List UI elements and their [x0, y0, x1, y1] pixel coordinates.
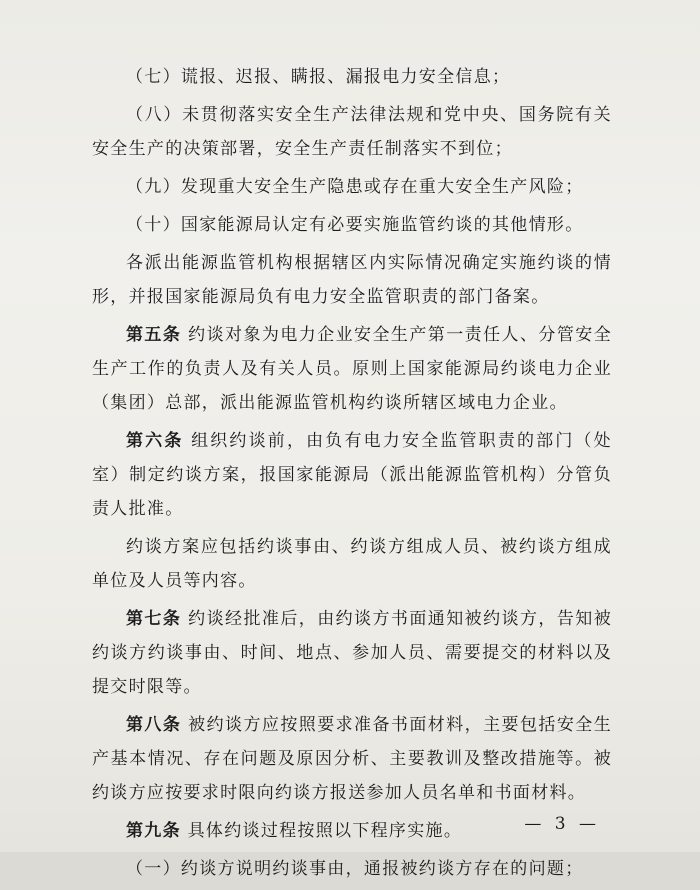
paragraph-text: 各派出能源监管机构根据辖区内实际情况确定实施约谈的情形，并报国家能源局负有电力安全监管职责的部门备案。 [92, 253, 612, 307]
paragraph-filing [92, 246, 612, 314]
paragraph-text: 组织约谈前，由负有电力安全监管职责的部门（处室）制定约谈方案，报国家能源局（派出能源监管机构）分管负责人批准。 [92, 431, 612, 519]
paragraph-text: 约谈方案应包括约谈事由、约谈方组成人员、被约谈方组成单位及人员等内容。 [92, 537, 612, 591]
paragraph-item-7 [92, 60, 612, 94]
paragraph-text: （十）国家能源局认定有必要实施监管约谈的其他情形。 [126, 215, 584, 235]
article-7 [92, 602, 612, 704]
paragraph-text: （七）谎报、迟报、瞒报、漏报电力安全信息； [126, 67, 511, 87]
paragraph-text: 具体约谈过程按照以下程序实施。 [187, 821, 463, 841]
article-heading: 第六条 [126, 431, 184, 451]
paragraph-item-9 [92, 170, 612, 204]
paragraph-text: （九）发现重大安全生产隐患或存在重大安全生产风险； [126, 177, 584, 197]
article-5 [92, 318, 612, 420]
paragraph-text: 约谈对象为电力企业安全生产第一责任人、分管安全生产工作的负责人及有关人员。原则上国家能源局约谈电力企业（集团）总部，派出能源监管机构约谈所辖区域电力企业。 [92, 325, 612, 413]
paragraph-item-8 [92, 98, 612, 166]
paragraph-item-10 [92, 208, 612, 242]
article-heading: 第七条 [126, 609, 182, 629]
paragraph-procedure-1 [92, 852, 612, 886]
article-heading: 第九条 [126, 821, 181, 841]
paragraph-text: 约谈经批准后，由约谈方书面通知被约谈方，告知被约谈方约谈事由、时间、地点、参加人员、需要提交的材料以及提交时限等。 [92, 609, 612, 697]
paragraph-text: （一）约谈方说明约谈事由，通报被约谈方存在的问题； [126, 859, 584, 879]
paragraph-text: 被约谈方应按照要求准备书面材料，主要包括安全生产基本情况、存在问题及原因分析、主要教训及整改措施等。被约谈方应按要求时限向约谈方报送参加人员名单和书面材料。 [92, 715, 612, 803]
paragraph-text: （八）未贯彻落实安全生产法律法规和党中央、国务院有关安全生产的决策部署，安全生产责任制落实不到位； [92, 105, 612, 159]
article-heading: 第八条 [126, 715, 182, 735]
article-heading: 第五条 [126, 325, 182, 345]
paragraph-plan-contents [92, 530, 612, 598]
page-number: — 3 — [524, 814, 600, 834]
article-8 [92, 708, 612, 810]
article-6 [92, 424, 612, 526]
document-body [92, 60, 612, 890]
